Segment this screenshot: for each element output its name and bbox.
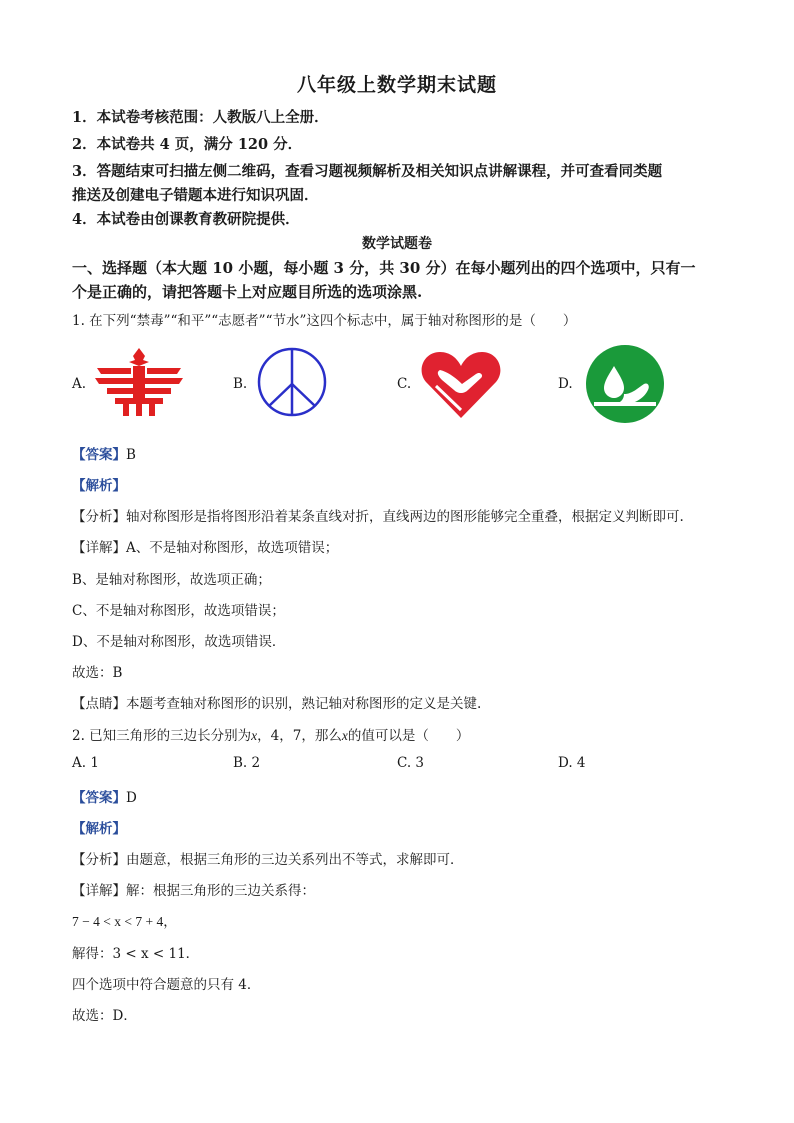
q2-inequality: 7 − 4 < x < 7 + 4， xyxy=(72,914,177,929)
section-heading-cont: 个是正确的，请把答题卡上对应题目所选的选项涂黑. xyxy=(72,283,423,301)
q1-detail-text: A、不是轴对称图形，故选项错误； xyxy=(126,540,339,556)
q2-detail-text: 解：根据三角形的三边关系得： xyxy=(126,883,315,899)
q1-choose: 故选：B xyxy=(72,665,123,681)
note-3-cont: 推送及创建电子错题本进行知识巩固． xyxy=(72,187,319,204)
q1-line-c: C、不是轴对称图形，故选项错误； xyxy=(72,603,285,619)
doc-title: 八年级上数学期末试题 xyxy=(296,74,497,96)
q2-var-x: x xyxy=(251,728,258,743)
q2-stem-c: 的值可以是（ ） xyxy=(347,728,470,744)
q1-answer-tag: 【答案】 xyxy=(72,447,126,463)
q2-detail xyxy=(72,879,315,899)
q2-analysis-label: 【解析】 xyxy=(72,821,126,837)
q1-line-d: D、不是轴对称图形，故选项错误． xyxy=(72,634,286,650)
q1-answer-value: B xyxy=(126,447,136,463)
q2-stem xyxy=(72,724,469,744)
q2-var-x2: x xyxy=(341,728,348,743)
q1-analysis-label: 【解析】 xyxy=(72,478,126,494)
section-heading: 一、选择题（本大题 10 小题，每小题 3 分，共 30 分）在每小题列出的四个选项中，只有一 xyxy=(72,259,696,277)
q1-stem: 1. 在下列“禁毒”“和平”“志愿者”“节水”这四个标志中，属于轴对称图形的是（ ） xyxy=(72,313,577,329)
q2-fenxi-tag: 【分析】 xyxy=(72,852,126,868)
q1-option-d-label: D. xyxy=(558,376,573,392)
q2-option-d: D. 4 xyxy=(558,755,586,771)
q2-option-c: C. 3 xyxy=(397,755,425,771)
anti-drug-logo xyxy=(93,346,185,418)
q1-detail xyxy=(72,536,338,556)
q2-detail-tag: 【详解】 xyxy=(72,883,126,899)
q1-answer xyxy=(72,443,136,463)
q1-comment-text: 本题考查轴对称图形的识别，熟记轴对称图形的定义是关键. xyxy=(126,696,482,712)
q2-option-b: B. 2 xyxy=(233,755,261,771)
note-4: 4．本试卷由创课教育教研院提供． xyxy=(72,211,300,228)
q1-fenxi xyxy=(72,505,684,525)
q1-option-b-label: B. xyxy=(233,376,248,392)
q2-answer-tag: 【答案】 xyxy=(72,790,126,806)
note-3: 3．答题结束可扫描左侧二维码，查看习题视频解析及相关知识点讲解课程，并可查看同类题 xyxy=(72,163,663,180)
q2-stem-b: ，4，7，那么 xyxy=(257,728,342,744)
q2-answer xyxy=(72,786,137,806)
q2-option-a: A. 1 xyxy=(72,755,99,771)
water-saving-logo xyxy=(584,344,666,424)
q2-stem-a: 2. 已知三角形的三边长分别为 xyxy=(72,728,252,744)
q1-detail-tag: 【详解】 xyxy=(72,540,126,556)
peace-logo xyxy=(256,346,328,418)
q2-analysis-tag xyxy=(72,817,126,837)
q1-line-b: B、是轴对称图形，故选项正确； xyxy=(72,572,271,588)
volunteer-heart-logo xyxy=(420,348,502,420)
q1-option-a-label: A. xyxy=(72,376,87,392)
q1-comment-tag: 【点睛】 xyxy=(72,696,126,712)
q1-option-c-label: C. xyxy=(397,376,412,392)
q1-comment xyxy=(72,692,481,712)
q2-choose: 故选：D． xyxy=(72,1008,137,1024)
q1-fenxi-text: 轴对称图形是指将图形沿着某条直线对折，直线两边的图形能够完全重叠，根据定义判断即可. xyxy=(126,509,684,525)
q1-fenxi-tag: 【分析】 xyxy=(72,509,126,525)
q2-fenxi-text: 由题意，根据三角形的三边关系列出不等式，求解即可． xyxy=(126,852,464,868)
note-2: 2．本试卷共 4 页，满分 120 分． xyxy=(72,136,303,153)
note-1: 1．本试卷考核范围：人教版八上全册． xyxy=(72,109,329,126)
q1-analysis-tag xyxy=(72,474,126,494)
q2-only-line: 四个选项中符合题意的只有 4． xyxy=(72,977,261,993)
q2-solution: 解得：3 < x < 11． xyxy=(72,946,200,962)
q2-fenxi xyxy=(72,848,464,868)
subtitle: 数学试题卷 xyxy=(362,236,432,252)
q2-answer-value: D xyxy=(126,790,137,806)
